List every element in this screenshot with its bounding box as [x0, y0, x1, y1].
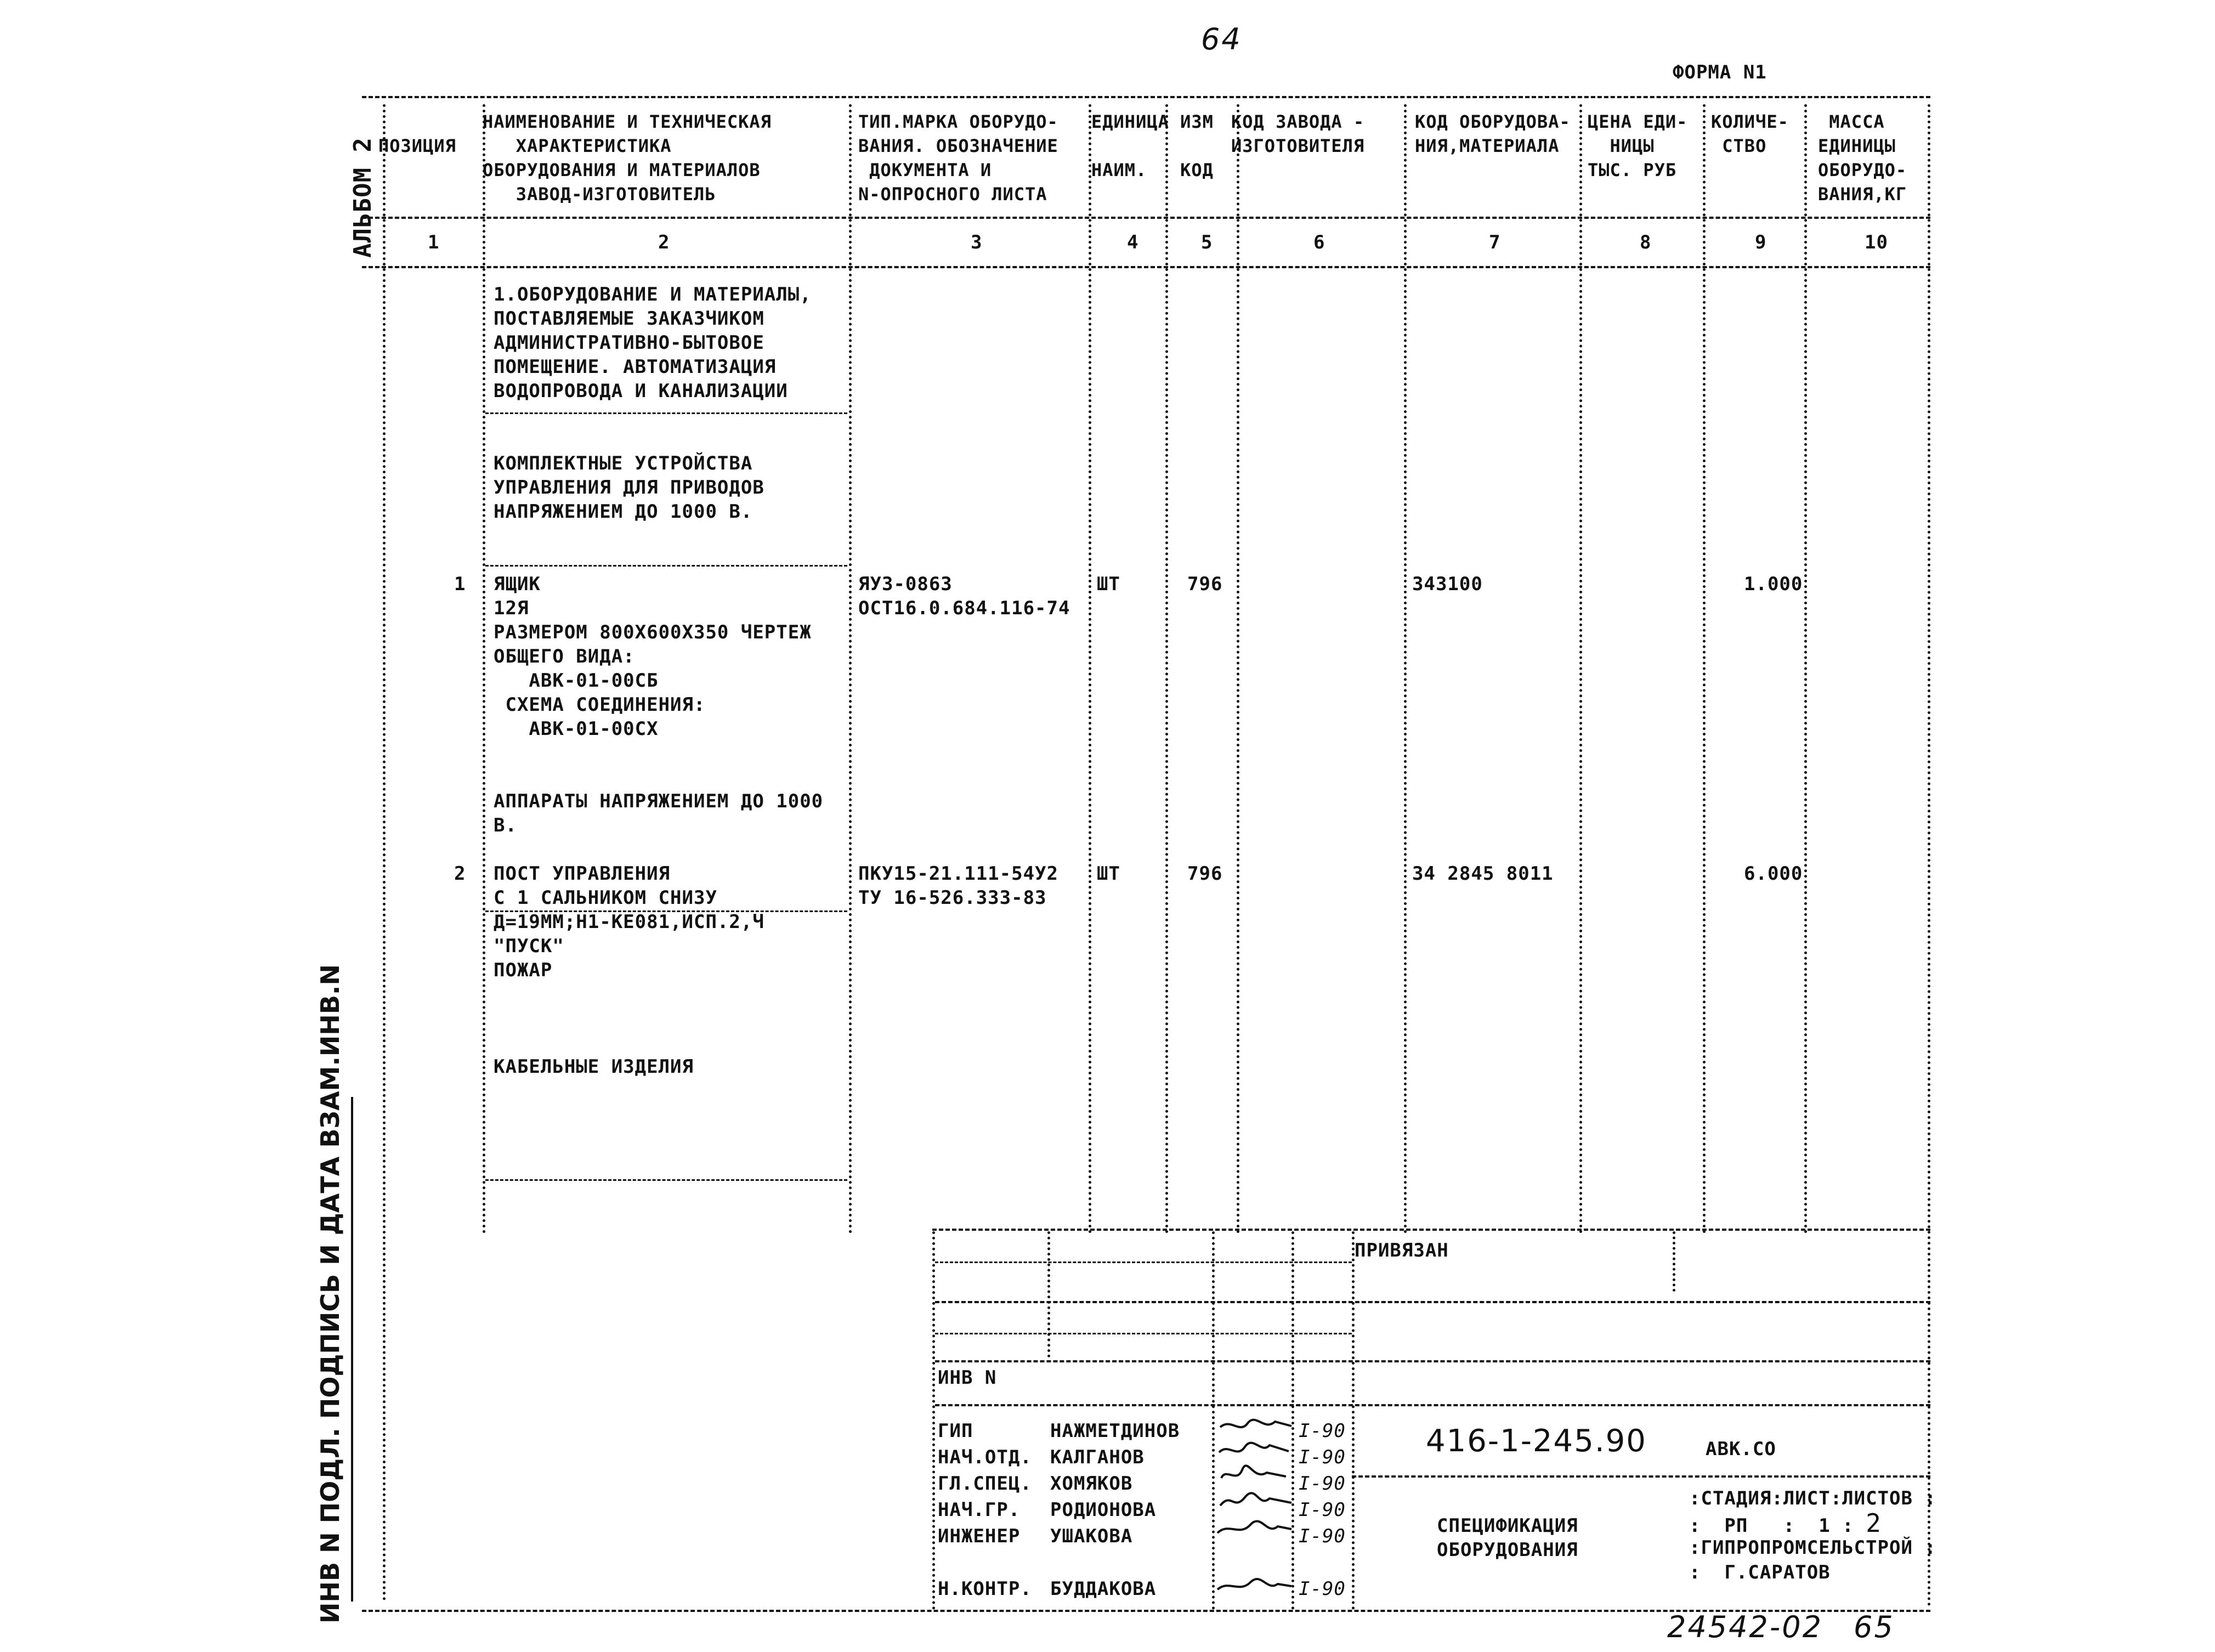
row-name: С 1 САЛЬНИКОМ СНИЗУ [494, 887, 717, 909]
row-name: КОМПЛЕКТНЫЕ УСТРОЙСТВА [494, 452, 753, 474]
stamp-rule [935, 1404, 1930, 1406]
section-rule [485, 910, 847, 912]
stamp-rule [935, 1261, 1352, 1263]
colnum-4: 4 [1127, 231, 1139, 253]
stamp-top-rule [932, 1229, 1930, 1231]
col-sep-2 [849, 104, 852, 1234]
colnum-1: 1 [428, 231, 440, 253]
document-title: СПЕЦИФИКАЦИЯ ОБОРУДОВАНИЯ [1437, 1515, 1578, 1561]
row-type: ПКУ15-21.111-54У2 [858, 863, 1058, 885]
colnum-7: 7 [1489, 231, 1501, 253]
row-name: ПОЖАР [494, 959, 553, 981]
row-unit: ШТ [1097, 573, 1120, 595]
header-col10: МАССА ЕДИНИЦЫ ОБОРУДО- ВАНИЯ,КГ [1818, 111, 1907, 205]
colnum-6: 6 [1313, 231, 1325, 253]
album-label: АЛЬБОМ 2 [349, 137, 377, 258]
document-code: АВК.СО [1706, 1438, 1776, 1460]
header-col8: ЦЕНА ЕДИ- НИЦЫ ТЫС. РУБ [1588, 111, 1688, 180]
header-col7: КОД ОБОРУДОВА- НИЯ,МАТЕРИАЛА [1415, 111, 1571, 156]
row-equipment-code: 34 2845 8011 [1412, 863, 1554, 885]
row-name: Д=19ММ;Н1-КЕ081,ИСП.2,Ч [494, 911, 764, 933]
numbers-bottom-rule [362, 266, 1930, 268]
stamp-dates: I-90 I-90 I-90 I-90 I-90 I-90 [1299, 1420, 1346, 1600]
row-name: ПОСТАВЛЯЕМЫЕ ЗАКАЗЧИКОМ [494, 308, 764, 330]
header-bottom-rule [362, 217, 1930, 219]
colnum-3: 3 [971, 231, 983, 253]
row-quantity: 1.000 [1744, 573, 1803, 595]
colnum-2: 2 [658, 231, 670, 253]
stage-sheet-header: :СТАДИЯ:ЛИСТ:ЛИСТОВ : [1689, 1487, 1936, 1509]
row-name: НАПРЯЖЕНИЕМ ДО 1000 В. [494, 501, 753, 523]
col-sep-3 [1089, 104, 1091, 1234]
row-quantity: 6.000 [1744, 863, 1803, 885]
form-label: ФОРМА N1 [1673, 61, 1767, 83]
row-name: ПОМЕЩЕНИЕ. АВТОМАТИЗАЦИЯ [494, 356, 777, 378]
inv-label: ИНВ N [938, 1367, 997, 1389]
section-rule [485, 1179, 847, 1181]
row-type: ЯУЗ-0863 [858, 573, 953, 595]
stamp-rule [935, 1360, 1930, 1362]
header-col2: НАИМЕНОВАНИЕ И ТЕХНИЧЕСКАЯ ХАРАКТЕРИСТИКА ОБОРУДОВАНИЯ И МАТЕРИАЛОВ ЗАВОД-ИЗГОТОВИТЕЛЬ [483, 111, 772, 205]
col-sep-4 [1165, 104, 1168, 1234]
side-stamp-border [351, 1097, 353, 1602]
stage-sheet-values: : РП : 1 : 2 [1689, 1508, 1882, 1538]
col-sep-5 [1237, 104, 1239, 1234]
privyazan-label: ПРИВЯЗАН [1355, 1240, 1449, 1261]
table-top-rule [362, 96, 1930, 98]
stamp-sep [932, 1231, 935, 1610]
stamp-rule [935, 1333, 1352, 1334]
bottom-page-number: 65 [1854, 1610, 1895, 1644]
col-sep-0 [383, 104, 386, 1602]
bottom-document-number: 24542-02 [1667, 1610, 1823, 1644]
row-name: ЯЩИК [494, 573, 541, 595]
col-sep-9 [1804, 104, 1807, 1234]
row-name: "ПУСК" [494, 935, 564, 957]
col-sep-7 [1579, 104, 1582, 1234]
col-sep-6 [1404, 104, 1407, 1234]
row-name: ПОСТ УПРАВЛЕНИЯ [494, 863, 671, 885]
organization-name: :ГИПРОПРОМСЕЛЬСТРОЙ : [1689, 1537, 1936, 1559]
row-code: 796 [1187, 573, 1223, 595]
colnum-10: 10 [1865, 231, 1888, 253]
header-col9: КОЛИЧЕ- СТВО [1711, 111, 1789, 156]
row-name: 12Я [494, 597, 529, 619]
row-name: ВОДОПРОВОДА И КАНАЛИЗАЦИИ [494, 380, 788, 402]
row-type: ТУ 16-526.333-83 [858, 887, 1047, 909]
header-col45: ЕДИНИЦА ИЗМ НАИМ. КОД [1091, 111, 1214, 180]
row-position: 2 [454, 863, 466, 885]
row-name: АППАРАТЫ НАПРЯЖЕНИЕМ ДО 1000 [494, 790, 824, 812]
colnum-8: 8 [1640, 231, 1652, 253]
row-type: ОСТ16.0.684.116-74 [858, 597, 1070, 619]
row-unit: ШТ [1097, 863, 1120, 885]
col-sep-1 [483, 104, 485, 1234]
stamp-rule [935, 1301, 1930, 1303]
header-col6: КОД ЗАВОДА - ИЗГОТОВИТЕЛЯ [1231, 111, 1365, 156]
stamp-names: НАЖМЕТДИНОВ КАЛГАНОВ ХОМЯКОВ РОДИОНОВА УШАКОВА БУДДАКОВА [1050, 1420, 1180, 1600]
col-sep-8 [1703, 104, 1706, 1234]
col-sep-10 [1928, 104, 1930, 1607]
row-name: АВК-01-00СХ [494, 718, 659, 740]
stamp-sep [1673, 1231, 1675, 1292]
organization-city: : Г.САРАТОВ [1689, 1562, 1831, 1583]
row-name: РАЗМЕРОМ 800Х600Х350 ЧЕРТЕЖ [494, 621, 812, 643]
stamp-sep [1352, 1231, 1355, 1610]
row-name: АВК-01-00СБ [494, 670, 659, 692]
row-name: В. [494, 814, 517, 836]
row-name: АДМИНИСТРАТИВНО-БЫТОВОЕ [494, 332, 764, 354]
row-name: УПРАВЛЕНИЯ ДЛЯ ПРИВОДОВ [494, 477, 764, 499]
row-name: СХЕМА СОЕДИНЕНИЯ: [494, 694, 706, 716]
signatures [1215, 1415, 1297, 1602]
row-equipment-code: 343100 [1412, 573, 1483, 595]
header-col3: ТИП.МАРКА ОБОРУДО- ВАНИЯ. ОБОЗНАЧЕНИЕ ДОКУМЕНТА И N-ОПРОСНОГО ЛИСТА [858, 111, 1058, 205]
header-col1: ПОЗИЦИЯ [378, 135, 456, 156]
stamp-rule [1352, 1475, 1930, 1478]
colnum-9: 9 [1755, 231, 1767, 253]
section-rule [485, 412, 847, 414]
row-name: ОБЩЕГО ВИДА: [494, 646, 635, 667]
stamp-sep [1047, 1231, 1050, 1357]
stamp-roles: ГИП НАЧ.ОТД. ГЛ.СПЕЦ. НАЧ.ГР. ИНЖЕНЕР Н.КОНТР. [938, 1420, 1032, 1600]
section-rule [485, 565, 847, 567]
page-number-top: 64 [1201, 22, 1242, 56]
row-name: 1.ОБОРУДОВАНИЕ И МАТЕРИАЛЫ, [494, 284, 812, 305]
side-stamp-label: ИНВ N ПОДЛ. ПОДПИСЬ И ДАТА ВЗАМ.ИНВ.N [315, 964, 345, 1623]
row-position: 1 [454, 573, 466, 595]
row-code: 796 [1187, 863, 1223, 885]
row-name: КАБЕЛЬНЫЕ ИЗДЕЛИЯ [494, 1056, 694, 1078]
document-number: 416-1-245.90 [1426, 1423, 1647, 1459]
colnum-5: 5 [1201, 231, 1213, 253]
